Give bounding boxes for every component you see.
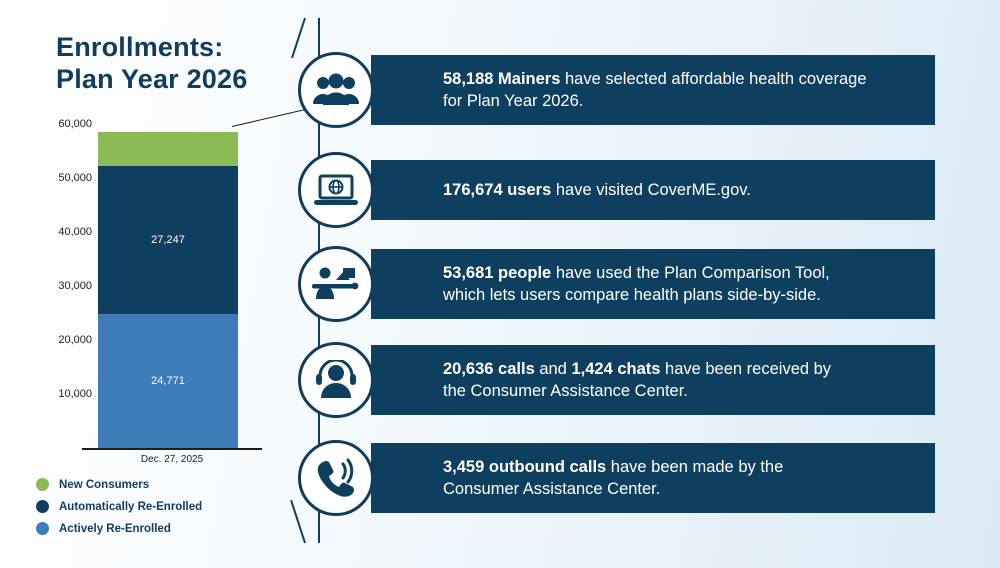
stat-band [371, 443, 935, 513]
stat-line-2: which lets users compare health plans side-by-side. [443, 286, 821, 304]
stat-highlight: 176,674 users [443, 180, 552, 199]
x-axis-line [82, 448, 262, 450]
segment-label-automatically-re-enrolled: 27,247 [151, 234, 185, 246]
people-group-icon [298, 52, 374, 128]
chart-legend [36, 478, 266, 544]
chart-panel [0, 0, 285, 568]
stat-rest-2: have been received by [660, 359, 832, 378]
phone-ringing-icon [298, 440, 374, 516]
headset-agent-icon [298, 342, 374, 418]
stat-highlight: 53,681 people [443, 263, 552, 282]
stat-band [371, 345, 935, 415]
title-line-2: Plan Year 2026 [56, 63, 248, 94]
stat-text [371, 68, 881, 113]
segment-automatically-re-enrolled [98, 166, 238, 314]
stat-rest: have selected affordable health coverage [560, 69, 867, 88]
legend-swatch-icon [36, 522, 49, 535]
y-tick-20000: 20,000 [58, 334, 92, 346]
y-tick-40000: 40,000 [58, 226, 92, 238]
stat-rest: have used the Plan Comparison Tool, [551, 263, 830, 282]
stat-text [371, 456, 797, 501]
segment-actively-re-enrolled [98, 314, 238, 448]
stat-band [371, 160, 935, 220]
stat-band [371, 249, 935, 319]
stat-rest: and [534, 359, 572, 378]
y-tick-60000: 60,000 [58, 118, 92, 130]
plot-area [82, 118, 262, 448]
legend-label: Actively Re-Enrolled [59, 522, 171, 535]
y-tick-50000: 50,000 [58, 172, 92, 184]
stat-text [371, 358, 845, 403]
y-tick-30000: 30,000 [58, 280, 92, 292]
stat-line-2: Consumer Assistance Center. [443, 480, 661, 498]
legend-swatch-icon [36, 500, 49, 513]
legend-label: New Consumers [59, 478, 150, 491]
legend-item-new-consumers [36, 478, 266, 491]
legend-item-actively-re-enrolled [36, 522, 266, 535]
timeline-spine-bottom [290, 500, 306, 543]
stacked-bar-chart [20, 118, 285, 468]
stat-highlight-2: 1,424 chats [571, 359, 661, 378]
stat-band [371, 55, 935, 125]
plan-comparison-icon [298, 246, 374, 322]
x-tick-label: Dec. 27, 2025 [140, 454, 204, 465]
legend-item-automatically-re-enrolled [36, 500, 266, 513]
stat-highlight: 20,636 calls [443, 359, 535, 378]
timeline-spine-top [291, 18, 306, 59]
legend-swatch-icon [36, 478, 49, 491]
stat-highlight: 58,188 Mainers [443, 69, 561, 88]
stat-line-2: for Plan Year 2026. [443, 92, 584, 110]
y-tick-10000: 10,000 [58, 388, 92, 400]
page-title [56, 32, 286, 96]
stat-rest: have visited CoverME.gov. [551, 180, 751, 199]
segment-label-actively-re-enrolled: 24,771 [151, 375, 185, 387]
title-line-1: Enrollments: [56, 32, 224, 62]
stat-text [371, 262, 844, 307]
stat-text [371, 179, 765, 201]
stat-highlight: 3,459 outbound calls [443, 457, 607, 476]
stat-rest: have been made by the [606, 457, 784, 476]
stat-line-2: the Consumer Assistance Center. [443, 382, 688, 400]
stats-panel [285, 0, 1000, 568]
laptop-globe-icon [298, 152, 374, 228]
legend-label: Automatically Re-Enrolled [59, 500, 203, 513]
segment-new-consumers [98, 132, 238, 166]
bar-dec-27-2025 [98, 132, 238, 448]
